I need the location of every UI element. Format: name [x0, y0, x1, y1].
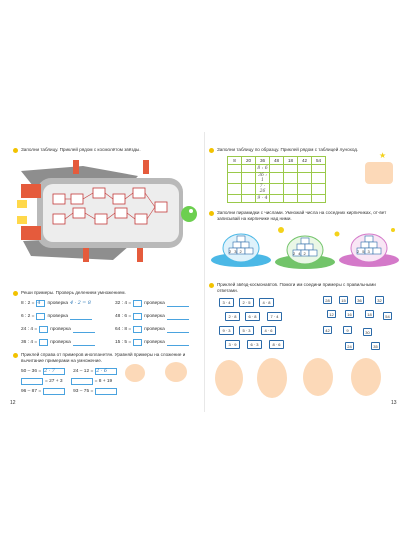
table-cell[interactable] — [312, 184, 326, 195]
example-card[interactable]: 2 · 8 — [225, 312, 240, 321]
table-cell[interactable] — [228, 173, 242, 184]
answer-number[interactable]: 24 — [345, 342, 354, 350]
example-card[interactable]: 9 · 3 — [219, 326, 234, 335]
answer-box[interactable]: 4 — [36, 300, 45, 307]
equation-expr: 50 – 36 = — [21, 369, 42, 374]
cosmonaut-sticker-placeholder[interactable] — [215, 360, 243, 396]
answer-number[interactable]: 54 — [383, 312, 392, 320]
book-spread — [7, 132, 403, 412]
pyramid-brick: 3 — [367, 249, 370, 254]
left-task3-text: Приклей справа от примеров инопланетян. Уравняй примеры на сложение и вычитание примерами на умножение. — [21, 352, 186, 363]
table-header-cell: 42 — [298, 157, 312, 165]
pyramid-brick: 2 — [229, 249, 232, 254]
example-row — [21, 313, 92, 320]
table-cell[interactable] — [284, 173, 298, 184]
check-label: проверка — [50, 327, 71, 332]
table-cell[interactable] — [298, 173, 312, 184]
bullet-icon — [209, 283, 214, 288]
check-line[interactable] — [167, 327, 189, 333]
table-header-cell: 8 — [228, 157, 242, 165]
answer-number[interactable]: 36 — [355, 296, 364, 304]
example-row — [21, 339, 95, 346]
table-cell[interactable] — [242, 184, 256, 195]
check-line[interactable] — [167, 314, 189, 320]
example-card[interactable]: 6 · 3 — [247, 340, 262, 349]
answer-number[interactable]: 16 — [345, 310, 354, 318]
bullet-icon — [209, 148, 214, 153]
equation-row — [21, 388, 117, 395]
table-cell[interactable]: 9 · 4 — [257, 196, 268, 201]
answer-box[interactable] — [39, 326, 48, 333]
table-row — [228, 165, 326, 173]
check-label: проверка — [144, 327, 165, 332]
example-row — [115, 300, 189, 307]
table-row — [228, 173, 326, 184]
answer-box[interactable] — [133, 300, 142, 307]
spaceship-illustration — [13, 156, 201, 266]
table-header-cell: 18 — [284, 157, 298, 165]
check-line[interactable] — [73, 340, 95, 346]
table-row — [228, 184, 326, 195]
answer-number[interactable]: 9 — [343, 326, 352, 334]
page-number: 12 — [10, 400, 16, 406]
answer-box[interactable] — [43, 388, 65, 395]
example-expr: 6 : 2 = — [21, 314, 35, 319]
multiplication-table — [227, 156, 326, 203]
example-row — [21, 326, 95, 333]
pyramid-brick: 2 — [293, 251, 296, 256]
table-cell[interactable] — [284, 165, 298, 173]
example-card[interactable]: 3 · 9 — [225, 340, 240, 349]
alien-sticker-placeholder[interactable] — [165, 362, 187, 382]
answer-box[interactable] — [95, 388, 117, 395]
table-cell[interactable]: 7 · 26 — [256, 184, 270, 195]
equation-expr: 96 – 87 = — [21, 389, 42, 394]
check-label: проверка — [47, 314, 69, 319]
pyramid-brick: 2 — [357, 249, 360, 254]
check-value[interactable]: 4 · 2 = 8 — [70, 301, 91, 306]
check-line[interactable] — [167, 301, 189, 307]
table-cell[interactable] — [242, 195, 256, 203]
left-task1-text: Заполни таблицу. Приклей рядом с космолётом звёзды. — [21, 147, 141, 152]
example-expr: 64 : 8 = — [115, 327, 132, 332]
check-label: проверка — [144, 301, 165, 306]
answer-number[interactable]: 12 — [327, 310, 336, 318]
check-line[interactable] — [167, 340, 189, 346]
bullet-icon — [13, 353, 18, 358]
right-task1-text: Заполни таблицу по образцу. Приклей рядом с таблицей луноход. — [217, 147, 359, 152]
answer-number[interactable]: 32 — [375, 296, 384, 304]
example-row — [115, 326, 189, 333]
table-cell[interactable] — [284, 184, 298, 195]
example-row — [115, 339, 189, 346]
check-label: проверка — [144, 340, 165, 345]
alien-sticker-placeholder[interactable] — [125, 364, 145, 382]
right-task3-text: Приклей звёзд-космонавтов. Помоги им соедини примеры с правильными ответами. — [217, 282, 376, 293]
ufo-pyramids-illustration — [209, 224, 399, 272]
answer-number[interactable]: 18 — [365, 310, 374, 318]
table-cell[interactable] — [228, 184, 242, 195]
answer-number[interactable]: 28 — [323, 296, 332, 304]
pyramid-base — [229, 249, 242, 254]
table-cell[interactable] — [242, 173, 256, 184]
table-header-cell: 20 — [242, 157, 256, 165]
pyramid-brick: 3 — [234, 249, 237, 254]
table-cell[interactable] — [284, 195, 298, 203]
pyramid-brick: 5 — [362, 249, 365, 254]
table-cell[interactable] — [228, 165, 242, 173]
table-header-cell: 54 — [312, 157, 326, 165]
table-cell[interactable] — [270, 173, 284, 184]
table-header-cell: 48 — [270, 157, 284, 165]
cosmonaut-sticker-placeholder[interactable] — [257, 358, 287, 398]
table-cell[interactable] — [312, 173, 326, 184]
example-expr: 48 : 6 = — [115, 314, 132, 319]
equation-row — [21, 378, 112, 385]
pyramid-brick: 4 — [298, 251, 301, 256]
equation-expr: 93 – 75 = — [73, 389, 94, 394]
table-header-row — [228, 157, 326, 165]
table-cell[interactable] — [242, 165, 256, 173]
star-icon: ★ — [379, 151, 387, 160]
example-expr: 15 : 5 = — [115, 340, 132, 345]
answer-number[interactable]: 30 — [363, 328, 372, 336]
pyramid-base — [293, 251, 306, 256]
bullet-icon — [13, 291, 18, 296]
answer-box[interactable] — [133, 339, 142, 346]
example-card[interactable]: 3 · 4 — [219, 298, 234, 307]
example-expr: 32 : 4 = — [115, 301, 132, 306]
pyramid-brick: 2 — [239, 249, 242, 254]
example-card[interactable]: 2 · 5 — [239, 298, 254, 307]
example-card[interactable]: 4 · 6 — [261, 326, 276, 335]
pyramid-brick: 2 — [303, 251, 306, 256]
bullet-icon — [13, 148, 18, 153]
answer-number[interactable]: 42 — [323, 326, 332, 334]
equation-expr: = 27 + 3 — [45, 379, 63, 384]
check-line[interactable] — [73, 327, 95, 333]
right-page — [205, 132, 403, 412]
answer-box[interactable] — [71, 378, 93, 385]
left-page — [7, 132, 205, 412]
table-cell[interactable] — [312, 165, 326, 173]
lunar-rover-sticker-placeholder[interactable] — [365, 162, 393, 184]
example-card[interactable]: 8 · 6 — [269, 340, 284, 349]
cosmonaut-sticker-placeholder[interactable] — [303, 358, 333, 396]
pyramid-base — [357, 249, 370, 254]
table-cell[interactable] — [298, 165, 312, 173]
table-cell[interactable] — [298, 195, 312, 203]
answer-box[interactable]: 2 · 7 — [43, 368, 65, 375]
answer-box[interactable] — [39, 339, 48, 346]
table-cell[interactable] — [270, 184, 284, 195]
table-cell[interactable] — [312, 195, 326, 203]
table-cell[interactable]: 36 : 1 — [256, 173, 270, 184]
table-cell[interactable] — [298, 184, 312, 195]
table-row — [228, 195, 326, 203]
example-row — [115, 313, 189, 320]
table-cell[interactable] — [228, 195, 242, 203]
table-header-cell: 36 — [256, 157, 270, 165]
example-card[interactable]: 6 · 8 — [245, 312, 260, 321]
equation-expr: 24 – 12 = — [73, 369, 94, 374]
cosmonaut-sticker-placeholder[interactable] — [351, 358, 381, 396]
table-cell[interactable] — [270, 165, 284, 173]
answer-box[interactable] — [36, 313, 45, 320]
example-card[interactable]: 4 · 8 — [259, 298, 274, 307]
page-number: 13 — [391, 400, 397, 406]
answer-number[interactable]: 35 — [371, 342, 380, 350]
example-expr: 24 : 4 = — [21, 327, 38, 332]
answer-box[interactable]: 2 · 6 — [95, 368, 117, 375]
answer-box[interactable] — [133, 326, 142, 333]
equation-expr: = 8 + 19 — [94, 379, 113, 384]
equation-row — [21, 368, 117, 375]
example-expr: 36 : 4 = — [21, 340, 38, 345]
table-cell[interactable] — [270, 195, 284, 203]
example-card[interactable]: 5 · 3 — [239, 326, 254, 335]
check-label: проверка — [50, 340, 71, 345]
answer-box[interactable] — [133, 313, 142, 320]
left-task2-text: Реши примеры. Проверь делением умножением. — [21, 290, 126, 295]
bullet-icon — [209, 211, 214, 216]
answer-box[interactable] — [21, 378, 43, 385]
example-expr: 8 : 2 = — [21, 301, 35, 306]
example-row — [21, 300, 91, 307]
right-task2-text: Заполни пирамидки с числами. Умножай числа на соседних кирпичиках, от-вет записывай на кирпичике над ними. — [217, 210, 387, 221]
check-line[interactable] — [70, 314, 92, 320]
answer-number[interactable]: 15 — [339, 296, 348, 304]
check-label: проверка — [47, 301, 69, 306]
check-label: проверка — [144, 314, 165, 319]
example-card[interactable]: 7 · 4 — [267, 312, 282, 321]
table-cell[interactable]: 8 : 6 — [257, 166, 268, 171]
